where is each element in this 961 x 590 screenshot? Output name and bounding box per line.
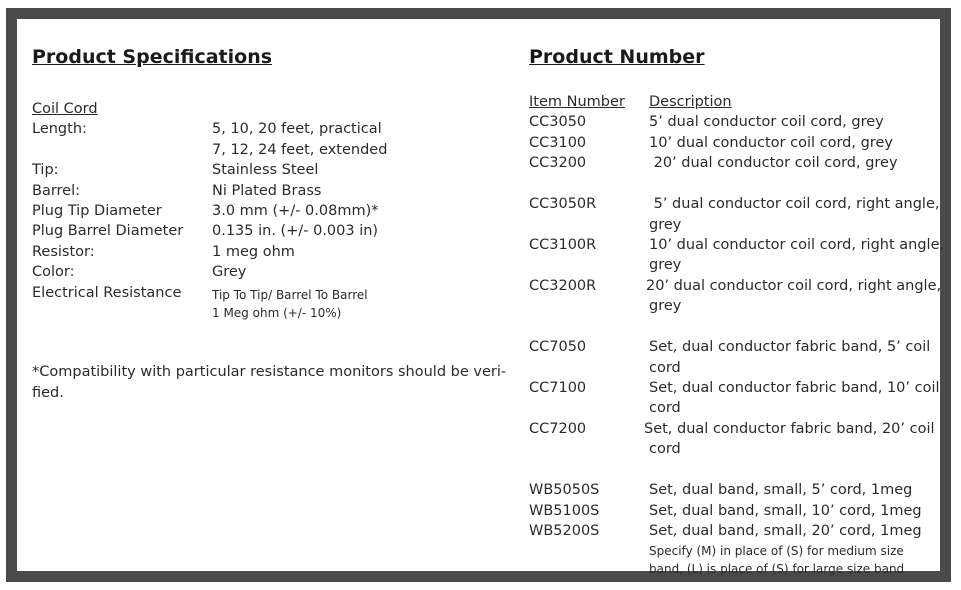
item-number: CC3100 <box>529 135 587 151</box>
item-number: CC7050 <box>529 339 587 355</box>
item-description: 10’ dual conductor coil cord, grey <box>649 135 893 151</box>
spec-value-length-practical: 5, 10, 20 feet, practical <box>212 121 382 137</box>
spec-value-electrical-resistance-value: 1 Meg ohm (+/- 10%) <box>212 306 342 320</box>
spec-value-tip: Stainless Steel <box>212 162 319 178</box>
item-number: CC7200 <box>529 421 587 437</box>
item-description-continued: cord <box>649 400 681 416</box>
spec-label-color: Color: <box>32 264 75 280</box>
item-description: Set, dual band, small, 20’ cord, 1meg <box>649 523 922 539</box>
spec-label-plug-tip-diameter: Plug Tip Diameter <box>32 203 162 219</box>
item-description: 5’ dual conductor coil cord, right angle, <box>649 196 940 212</box>
item-description: 20’ dual conductor coil cord, right angle, <box>646 278 942 294</box>
spec-sheet-frame <box>6 8 951 582</box>
item-number: CC3050 <box>529 114 587 130</box>
compatibility-footnote-line-2: fied. <box>32 385 64 401</box>
spec-value-plug-tip-diameter: 3.0 mm (+/- 0.08mm)* <box>212 203 379 219</box>
description-header: Description <box>649 94 732 110</box>
product-number-title: Product Number <box>529 46 705 68</box>
spec-label-tip: Tip: <box>32 162 59 178</box>
item-number: CC7100 <box>529 380 587 396</box>
item-number: CC3050R <box>529 196 597 212</box>
spec-value-color: Grey <box>212 264 247 280</box>
compatibility-footnote-line-1: *Compatibility with particular resistance monitors should be veri- <box>32 364 507 380</box>
spec-value-electrical-resistance-mode: Tip To Tip/ Barrel To Barrel <box>212 288 368 302</box>
item-description-continued: cord <box>649 360 681 376</box>
item-number: CC3200 <box>529 155 587 171</box>
item-description: 5’ dual conductor coil cord, grey <box>649 114 884 130</box>
item-description: Set, dual conductor fabric band, 10’ coil <box>649 380 940 396</box>
specifications-title: Product Specifications <box>32 46 273 68</box>
spec-label-plug-barrel-diameter: Plug Barrel Diameter <box>32 223 184 239</box>
item-description-continued: grey <box>649 257 682 273</box>
item-description: 10’ dual conductor coil cord, right angle, <box>649 237 945 253</box>
size-note-line-1: Specify (M) in place of (S) for medium size <box>649 544 904 558</box>
item-number: WB5050S <box>529 482 600 498</box>
item-description: 20’ dual conductor coil cord, grey <box>649 155 898 171</box>
spec-value-plug-barrel-diameter: 0.135 in. (+/- 0.003 in) <box>212 223 379 239</box>
spec-label-length: Length: <box>32 121 87 137</box>
item-description-continued: cord <box>649 441 681 457</box>
item-description-continued: grey <box>649 298 682 314</box>
item-description: Set, dual conductor fabric band, 5’ coil <box>649 339 931 355</box>
spec-value-barrel: Ni Plated Brass <box>212 183 322 199</box>
size-note-line-2: band, (L) is place of (S) for large size band <box>649 562 905 576</box>
item-number: WB5100S <box>529 503 600 519</box>
spec-value-resistor: 1 meg ohm <box>212 244 295 260</box>
spec-label-barrel: Barrel: <box>32 183 81 199</box>
item-number-header: Item Number <box>529 94 625 110</box>
item-description: Set, dual conductor fabric band, 20’ coil <box>644 421 935 437</box>
spec-value-length-extended: 7, 12, 24 feet, extended <box>212 142 388 158</box>
coil-cord-label: Coil Cord <box>32 101 98 117</box>
item-description: Set, dual band, small, 10’ cord, 1meg <box>649 503 922 519</box>
item-number: WB5200S <box>529 523 600 539</box>
item-description-continued: grey <box>649 217 682 233</box>
spec-label-electrical-resistance: Electrical Resistance <box>32 285 182 301</box>
item-number: CC3100R <box>529 237 597 253</box>
item-description: Set, dual band, small, 5’ cord, 1meg <box>649 482 913 498</box>
spec-label-resistor: Resistor: <box>32 244 95 260</box>
item-number: CC3200R <box>529 278 597 294</box>
